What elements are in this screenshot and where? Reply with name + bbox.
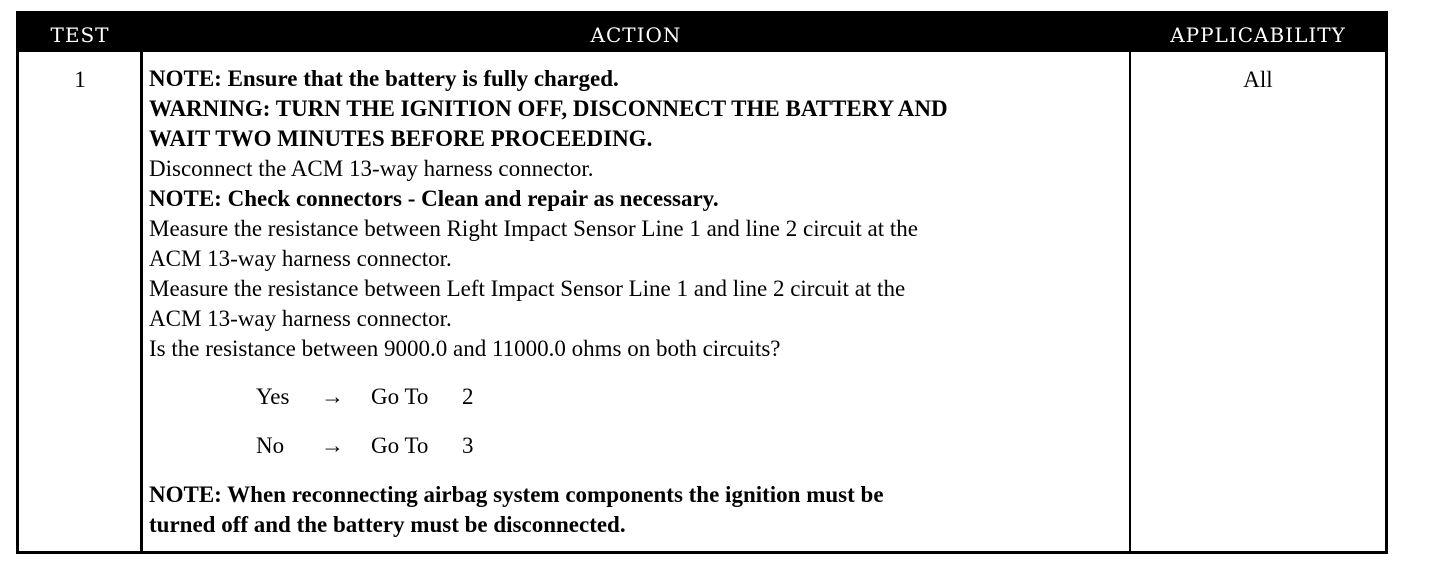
note-battery-charged: NOTE: Ensure that the battery is fully charged.: [149, 66, 619, 91]
arrow-icon: →: [321, 384, 344, 409]
goto-target: 2: [462, 384, 474, 409]
final-note-line-1: NOTE: When reconnecting airbag system components the ignition must be: [149, 482, 884, 507]
final-note: [149, 480, 1129, 540]
header-applicability: APPLICABILITY: [1170, 23, 1346, 47]
diagnostic-table: [16, 11, 1388, 554]
choice-label: Yes: [256, 384, 290, 409]
arrow-icon: →: [321, 433, 344, 458]
goto-text: Go To: [371, 433, 429, 458]
goto-target: 3: [462, 433, 474, 458]
instruction-measure-left-2: ACM 13-way harness connector.: [149, 306, 452, 331]
instruction-measure-right-2: ACM 13-way harness connector.: [149, 246, 452, 271]
header-action: ACTION: [590, 23, 682, 47]
goto-text: Go To: [371, 384, 429, 409]
applicability-value: All: [1243, 67, 1273, 92]
instruction-measure-left-1: Measure the resistance between Left Impact Sensor Line 1 and line 2 circuit at the: [149, 276, 906, 301]
table-header: [19, 14, 1385, 52]
final-note-line-2: turned off and the battery must be disconnected.: [149, 512, 626, 537]
instruction-measure-right-1: Measure the resistance between Right Impact Sensor Line 1 and line 2 circuit at the: [149, 216, 918, 241]
action-cell: [149, 64, 1129, 540]
question-resistance: Is the resistance between 9000.0 and 11000.0 ohms on both circuits?: [149, 336, 781, 361]
choice-no: [149, 431, 1129, 480]
instruction-disconnect: Disconnect the ACM 13-way harness connector.: [149, 156, 594, 181]
choice-label: No: [256, 433, 285, 458]
header-test: TEST: [50, 23, 110, 47]
column-divider-right: [1129, 52, 1131, 551]
warning-line-2: WAIT TWO MINUTES BEFORE PROCEEDING.: [149, 126, 653, 151]
choices: [149, 382, 1129, 480]
choice-yes: [149, 382, 1129, 431]
note-check-connectors: NOTE: Check connectors - Clean and repair as necessary.: [149, 186, 719, 211]
test-number: 1: [74, 67, 86, 92]
column-divider-left: [140, 52, 143, 551]
warning-line-1: WARNING: TURN THE IGNITION OFF, DISCONNECT THE BATTERY AND: [149, 96, 948, 121]
